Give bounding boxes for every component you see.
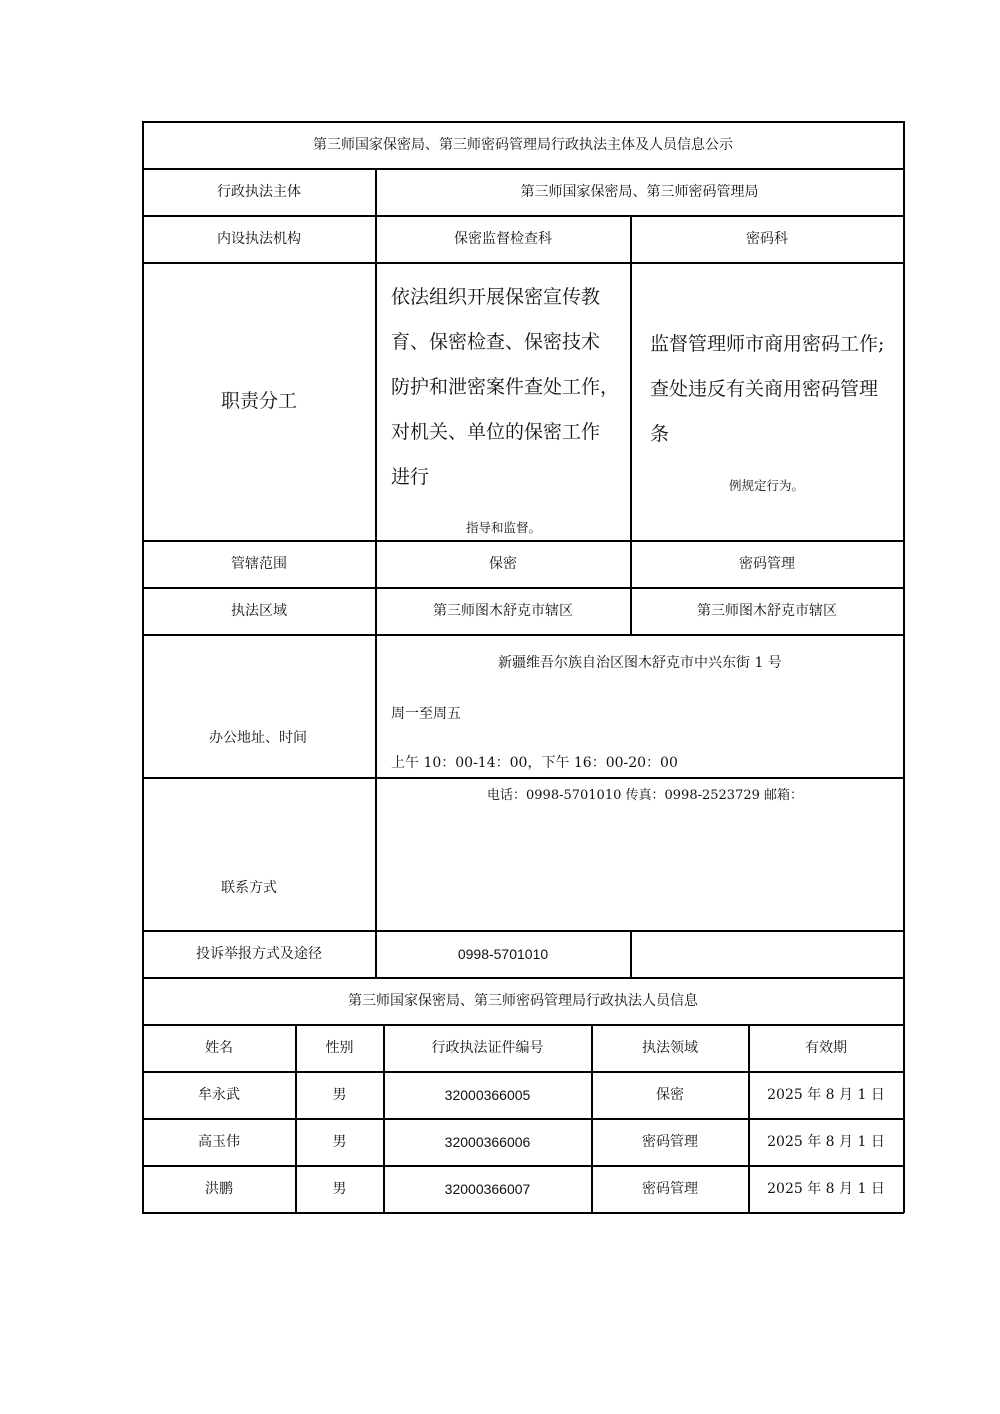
person-validity: 2025 年 8 月 1 日 <box>767 1086 885 1103</box>
column-header-cert-no: 行政执法证件编号 <box>431 1039 544 1056</box>
department-1-name: 保密监督检查科 <box>454 230 552 247</box>
rule <box>142 777 904 779</box>
duty-line: 进行 <box>391 466 430 488</box>
person-cert-no: 32000366006 <box>444 1133 531 1150</box>
office-days: 周一至周五 <box>391 706 461 722</box>
page-title: 第三师国家保密局、第三师密码管理局行政执法主体及人员信息公示 <box>313 136 733 153</box>
contact-label: 联系方式 <box>221 880 277 896</box>
person-field: 密码管理 <box>642 1180 698 1197</box>
person-field: 密码管理 <box>642 1133 698 1150</box>
person-field: 保密 <box>656 1086 684 1103</box>
person-gender: 男 <box>332 1086 347 1103</box>
office-hours: 上午 10：00-14：00，下午 16：00-20：00 <box>391 755 678 771</box>
person-validity: 2025 年 8 月 1 日 <box>767 1133 885 1150</box>
departments-label: 内设执法机构 <box>217 230 301 247</box>
area-label: 执法区域 <box>231 602 287 619</box>
area-dept2: 第三师图木舒克市辖区 <box>697 602 837 619</box>
contact-value: 电话：0998-5701010 传真：0998-2523729 邮箱： <box>487 788 804 803</box>
rule <box>142 634 904 636</box>
jurisdiction-dept1: 保密 <box>489 555 517 572</box>
complaint-phone: 0998-5701010 <box>457 945 549 962</box>
person-cert-no: 32000366005 <box>444 1086 531 1103</box>
jurisdiction-dept2: 密码管理 <box>739 555 795 572</box>
person-name: 洪鹏 <box>205 1180 233 1197</box>
person-cert-no: 32000366007 <box>444 1180 531 1197</box>
department-2-duties <box>650 322 902 457</box>
person-name: 高玉伟 <box>198 1133 240 1150</box>
duties-label: 职责分工 <box>220 390 297 413</box>
department-2-name: 密码科 <box>746 230 788 247</box>
column-header-name: 姓名 <box>205 1039 233 1056</box>
subject-value: 第三师国家保密局、第三师密码管理局 <box>520 183 759 200</box>
duty-line: 防护和泄密案件查处工作， <box>391 376 620 398</box>
column-header-validity: 有效期 <box>805 1039 847 1056</box>
duty-line: 条 <box>650 423 670 445</box>
area-dept1: 第三师图木舒克市辖区 <box>433 602 573 619</box>
complaint-label: 投诉举报方式及途径 <box>196 945 322 962</box>
office-address: 新疆维吾尔族自治区图木舒克市中兴东街 1 号 <box>498 655 782 671</box>
column-header-gender: 性别 <box>325 1039 354 1056</box>
department-1-duties <box>391 275 619 500</box>
duty-line: 查处违反有关商用密码管理 <box>650 378 879 400</box>
jurisdiction-label: 管辖范围 <box>231 555 287 572</box>
duty-line: 监督管理师市商用密码工作; <box>650 333 885 355</box>
person-gender: 男 <box>332 1180 347 1197</box>
office-label: 办公地址、时间 <box>209 730 307 746</box>
person-validity: 2025 年 8 月 1 日 <box>767 1180 885 1197</box>
duty-line: 依法组织开展保密宣传教 <box>391 286 601 308</box>
subject-label: 行政执法主体 <box>217 183 301 200</box>
personnel-title: 第三师国家保密局、第三师密码管理局行政执法人员信息 <box>348 992 698 1009</box>
column-header-field: 执法领域 <box>642 1039 698 1056</box>
duty-line: 育、保密检查、保密技术 <box>391 331 601 353</box>
person-gender: 男 <box>332 1133 347 1150</box>
rule <box>142 1212 904 1214</box>
person-name: 牟永武 <box>198 1086 240 1103</box>
rule <box>903 121 905 1213</box>
duty-line: 对机关、单位的保密工作 <box>391 421 601 443</box>
department-1-duties-tail: 指导和监督。 <box>466 520 542 535</box>
department-2-duties-tail: 例规定行为。 <box>729 478 805 493</box>
complaint-extra <box>631 931 903 977</box>
